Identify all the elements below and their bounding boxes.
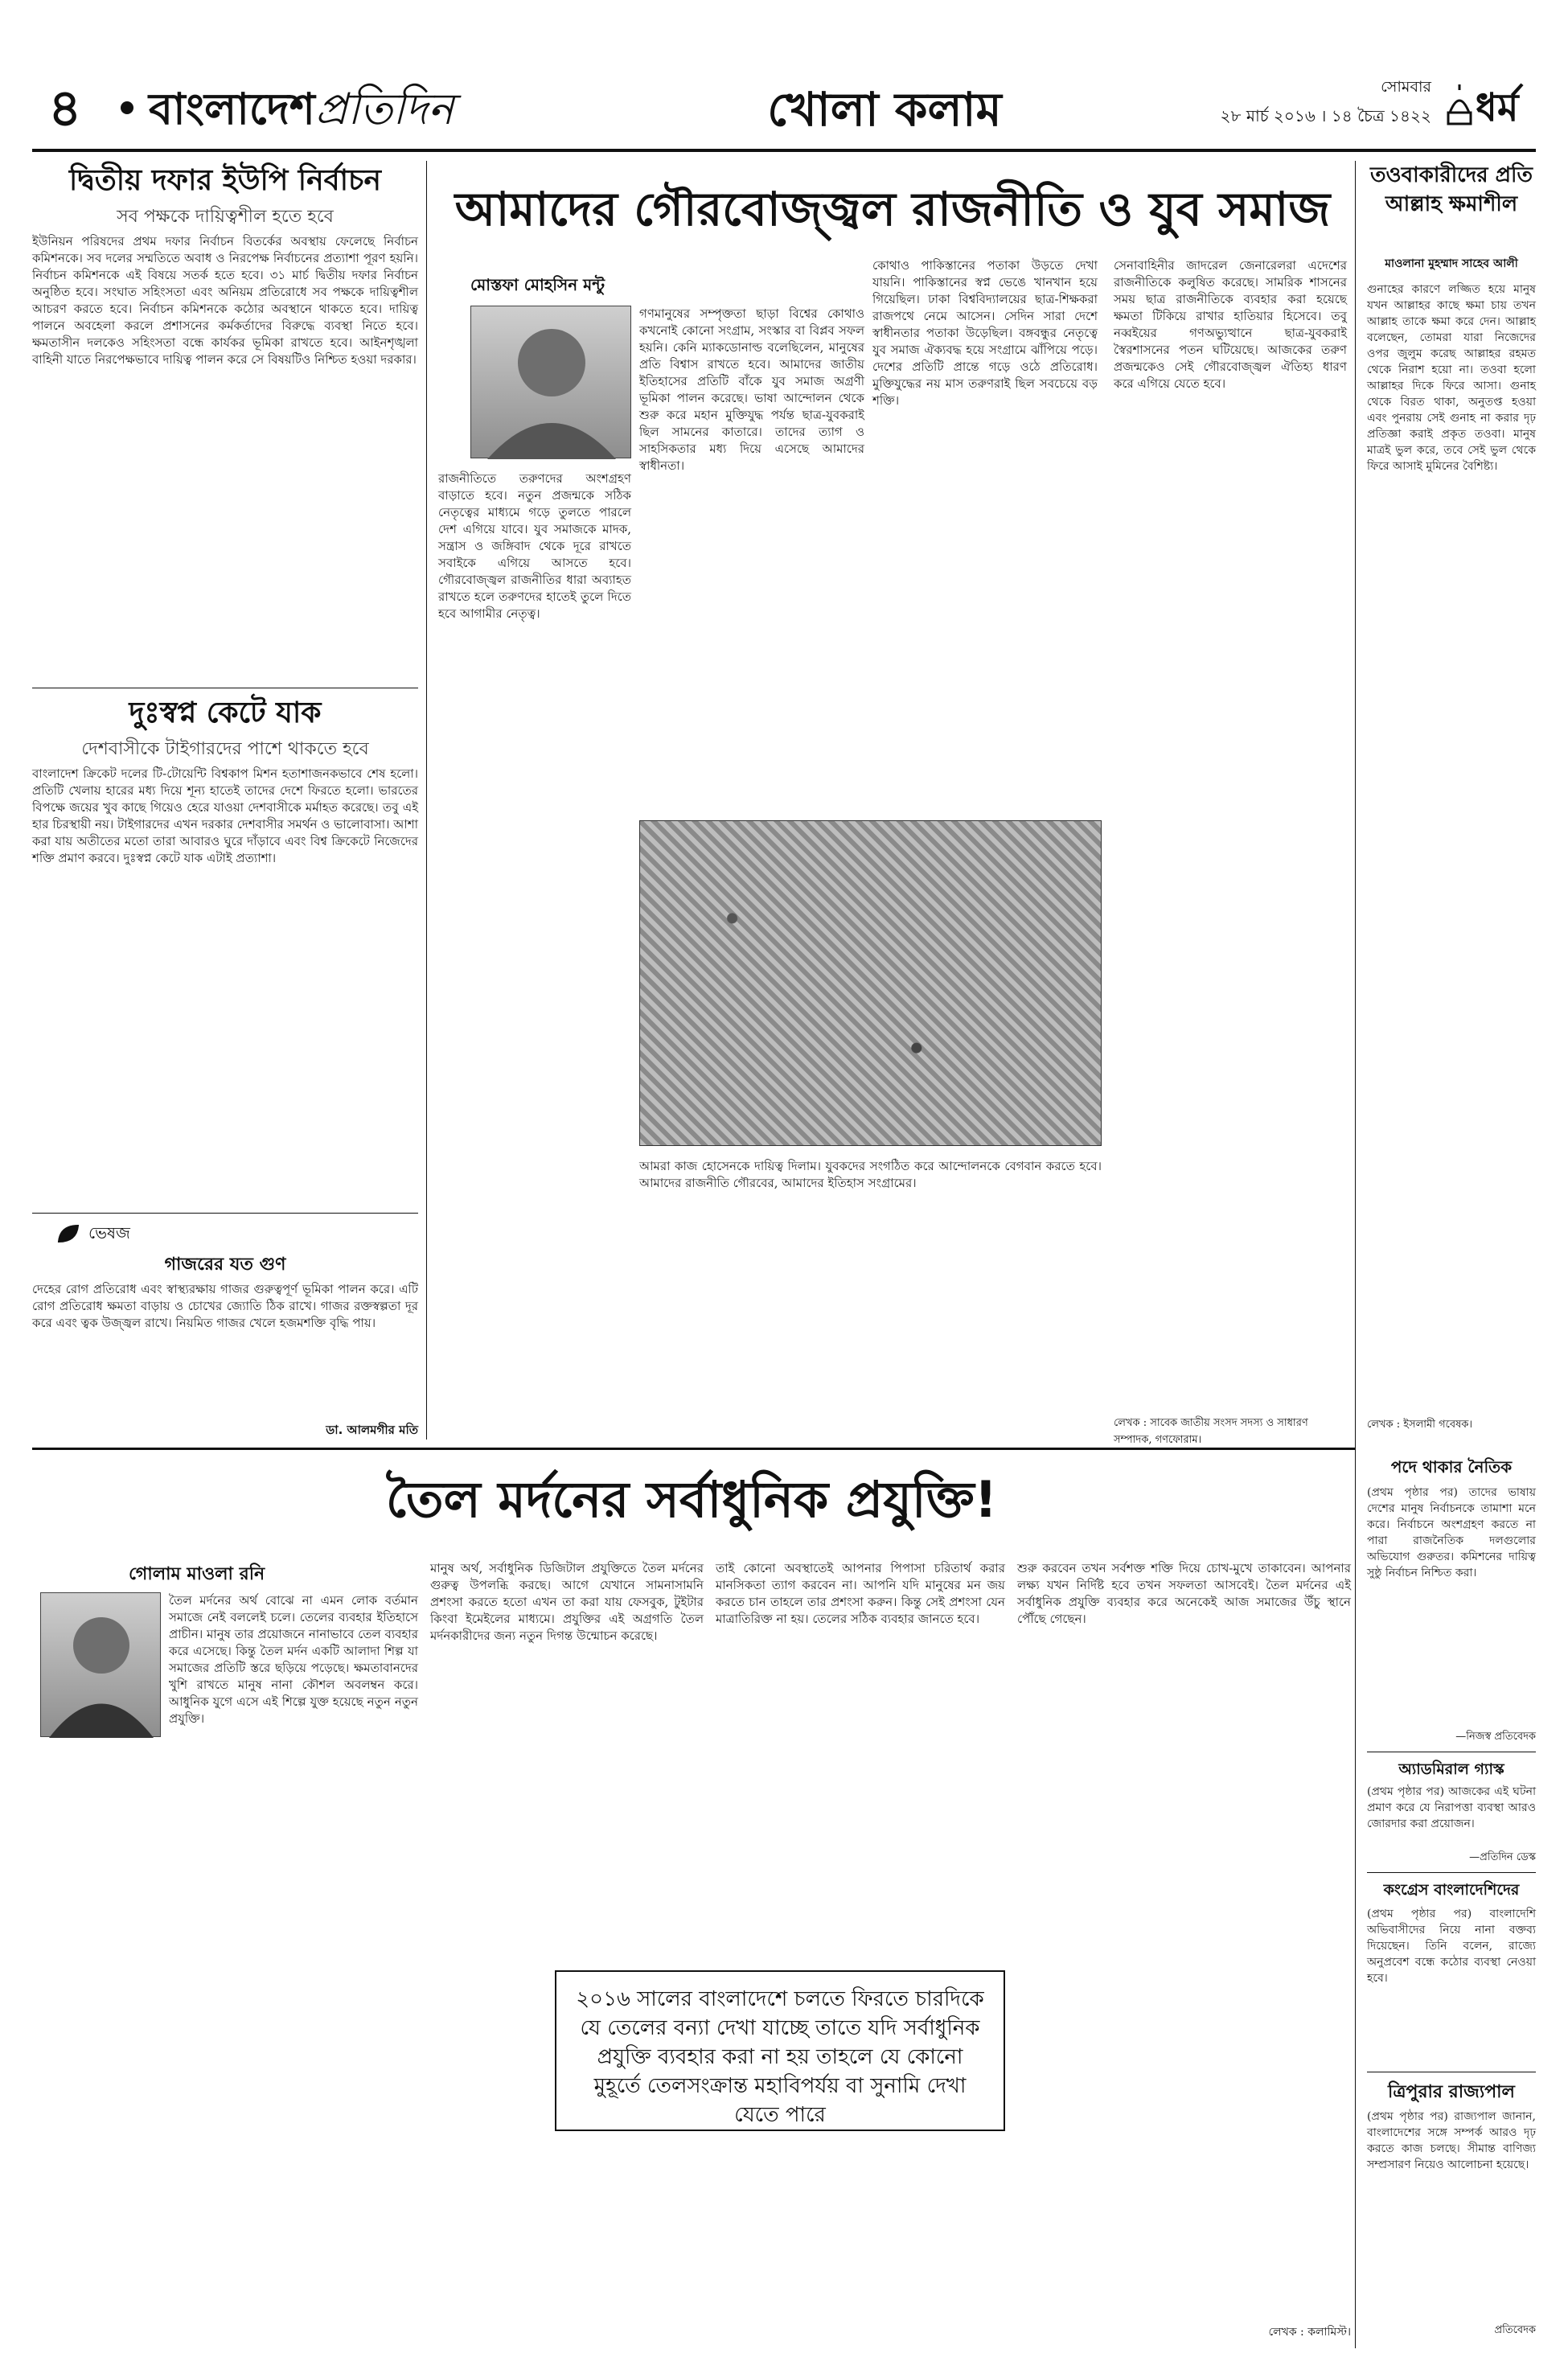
masthead [32, 72, 1536, 145]
author-photo [470, 306, 631, 458]
lead-article [438, 161, 1347, 1446]
lead-article-body-5: আমরা কাজ হোসেনকে দায়িত্ব দিলাম। যুবকদের সংগঠিত করে আন্দোলনকে বেগবান করতে হবে। আমাদের রাজনীতি গৌরবের, আমাদের ইতিহাস সংগ্রামের। [639, 1159, 1102, 1190]
second-article-title: তৈল মর্দনের সর্বাধুনিক প্রযুক্তি! [385, 1470, 998, 1529]
religion-article [1367, 161, 1536, 1440]
lead-article-author: মোস্তফা মোহসিন মন্টু [470, 275, 605, 294]
herbal-title: গাজরের যত গুণ [164, 1255, 286, 1275]
second-article-body-1: তৈল মর্দনের অর্থ বোঝে না এমন লোক বর্তমান সমাজে নেই বললেই চলে। তেলের ব্যবহার ইতিহাসে প্রাচীন। মানুষ তার প্রয়োজনে নানাভাবে তেল ব্যবহার করে এসেছে। কিন্তু তৈল মর্দন একটি আলাদা শিল্প যা সমাজের প্রতিটি স্তরে ছড়িয়ে পড়েছে। ক্ষমতাবানদের খুশি রাখতে মানুষ নানা কৌশল অবলম্বন করে। আধুনিক যুগে এসে এই শিল্পে যুক্ত হয়েছে নতুন নতুন প্রযুক্তি। [169, 1593, 418, 1726]
sidebar-item-2-title: অ্যাডমিরাল গ্যাস্ক [1398, 1760, 1504, 1778]
lead-article-body-4: রাজনীতিতে তরুণদের অংশগ্রহণ বাড়াতে হবে। নতুন প্রজন্মকে সঠিক নেতৃত্বের মাধ্যমে গড়ে তুলতে পারলে দেশ এগিয়ে যাবে। যুব সমাজকে মাদক, সন্ত্রাস ও জঙ্গিবাদ থেকে দূরে রাখতে সবাইকে এগিয়ে আসতে হবে। গৌরবোজ্জ্বল রাজনীতির ধারা অব্যাহত রাখতে হলে তরুণদের হাতেই তুলে দিতে হবে আগামীর নেতৃত্ব। [438, 471, 631, 621]
second-article [32, 1456, 1351, 2348]
sidebar-item-1-body: (প্রথম পৃষ্ঠার পর) তাদের ভাষায় দেশের মানুষ নির্বাচনকে তামাশা মনে করে। নির্বাচনে অংশগ্রহণ করতে না পারা রাজনৈতিক দলগুলোর অভিযোগ গুরুতর। কমিশনের দায়িত্ব সুষ্ঠু নির্বাচন নিশ্চিত করা। [1367, 1486, 1536, 1579]
sidebar-item-4-title: ত্রিপুরার রাজ্যপাল [1388, 2082, 1515, 2102]
second-article-body-3: তাই কোনো অবস্থাতেই আপনার পিপাসা চরিতার্থ করার মানসিকতা ত্যাগ করবেন না। আপনি যদি মানুষের মন জয় করতে চান তাহলে তার প্রশংসা করুন। কিন্তু সেই প্রশংসা যেন মাত্রাতিরিক্ত না হয়। তেলের সঠিক ব্যবহার জানতে হবে। [716, 1561, 1005, 1626]
rally-photo [639, 820, 1102, 1146]
sidebar-item-1-title: পদে থাকার নৈতিক [1390, 1457, 1513, 1477]
sidebar-item-4-credit: প্রতিবেদক [1494, 2324, 1536, 2336]
second-article-footer: লেখক : কলামিস্ট। [1268, 2326, 1351, 2339]
second-article-author: গোলাম মাওলা রনি [129, 1564, 265, 1584]
sidebar-item-3-body: (প্রথম পৃষ্ঠার পর) বাংলাদেশি অভিবাসীদের নিয়ে নানা বক্তব্য দিয়েছেন। তিনি বলেন, রাজ্যে অনুপ্রবেশ বন্ধে কঠোর ব্যবস্থা নেওয়া হবে। [1367, 1908, 1536, 1985]
sidebar-item-3-title: কংগ্রেস বাংলাদেশিদের [1383, 1881, 1520, 1899]
editorial-2-subtitle: দেশবাসীকে টাইগারদের পাশে থাকতে হবে [81, 739, 369, 759]
editorial-divider-2 [32, 1213, 418, 1214]
bullet-icon [121, 101, 133, 114]
editorial-1-subtitle: সব পক্ষকে দায়িত্বশীল হতে হবে [117, 207, 334, 227]
sidebar-news [1367, 1456, 1536, 2348]
paper-name-b: প্রতিদিন [314, 84, 454, 134]
herbal-section [32, 1218, 418, 1444]
lead-article-title: আমাদের গৌরবোজ্জ্বল রাজনীতি ও যুব সমাজ [454, 182, 1331, 236]
herbal-body: দেহের রোগ প্রতিরোধ এবং স্বাস্থ্যরক্ষায় গাজর গুরুত্বপূর্ণ ভূমিকা পালন করে। এটি রোগ প্রতিরোধ ক্ষমতা বাড়ায় ও চোখের জ্যোতি ঠিক রাখে। গাজর রক্তস্বল্পতা দূর করে এবং ত্বক উজ্জ্বল রাখে। নিয়মিত গাজর খেলে হজমশক্তি বৃদ্ধি পায়। [32, 1282, 418, 1330]
second-article-body-2: মানুষ অর্থ, সর্বাধুনিক ডিজিটাল প্রযুক্তিতে তৈল মর্দনের গুরুত্ব উপলব্ধি করছে। আগে যেখানে সামনাসামনি প্রশংসা করতে হতো এখন তা করা যায় ফেসবুক, টুইটার কিংবা ইমেইলের মাধ্যমে। প্রযুক্তির এই অগ্রগতি তৈল মর্দনকারীদের জন্য নতুন দিগন্ত উন্মোচন করেছে। [430, 1561, 704, 1643]
editorial-2 [32, 693, 418, 1208]
herbal-author: ডা. আলমগীর মতি [326, 1423, 418, 1437]
section-label: খোলা কলাম [767, 82, 1002, 137]
lead-article-body-1: গণমানুষের সম্পৃক্ততা ছাড়া বিশ্বের কোথাও কখনোই কোনো সংগ্রাম, সংস্কার বা বিপ্লব সফল হয়নি। কেনি ম্যাকডোনাল্ড বলেছিলেন, মানুষের প্রতি বিশ্বাস রাখতে হবে। আমাদের জাতীয় ইতিহাসের প্রতিটি বাঁকে যুব সমাজ অগ্রণী ভূমিকা পালন করেছে। ভাষা আন্দোলন থেকে শুরু করে মহান মুক্তিযুদ্ধ পর্যন্ত ছাত্র-যুবকরাই ছিল সামনের কাতারে। তাদের ত্যাগ ও সাহসিকতার মধ্য দিয়ে এসেছে আমাদের স্বাধীনতা। [639, 306, 864, 473]
masthead-rule [32, 149, 1536, 152]
fold-rule [32, 1448, 1355, 1450]
day-label: সোমবার [1381, 78, 1431, 96]
editorial-2-body: বাংলাদেশ ক্রিকেট দলের টি-টোয়েন্টি বিশ্বকাপ মিশন হতাশাজনকভাবে শেষ হলো। প্রতিটি খেলায় হারের মধ্য দিয়ে শূন্য হাতেই তাদের দেশে ফিরতে হলো। ভারতের বিপক্ষে জয়ের খুব কাছে গিয়েও হেরে যাওয়া দেশবাসীকে মর্মাহত করেছে। তবু এই হার চিরস্থায়ী নয়। টাইগারদের এখন দরকার দেশবাসীর সমর্থন ও ভালোবাসা। আশা করা যায় অতীতের মতো তারা আবারও ঘুরে দাঁড়াবে এবং বিশ্ব ক্রিকেটে নিজেদের শক্তি প্রমাণ করবে। দুঃস্বপ্ন কেটে যাক এটাই প্রত্যাশা। [32, 766, 418, 865]
paper-name-a: বাংলাদেশ [149, 84, 315, 134]
second-article-body-4: শুরু করবেন তখন সর্বশক্ত শক্তি দিয়ে চোখ-মুখে তাকাবেন। আপনার লক্ষ্য যখন নির্দিষ্ট হবে তখন সফলতা আসবেই। তৈল মর্দনের এই সর্বাধুনিক প্রযুক্তি ব্যবহার করে অনেকেই আজ সমাজের উঁচু স্থানে পৌঁছে গেছেন। [1017, 1561, 1351, 1626]
religion-body: গুনাহের কারণে লজ্জিত হয়ে মানুষ যখন আল্লাহর কাছে ক্ষমা চায় তখন আল্লাহ তাকে ক্ষমা করে দেন। আল্লাহ বলেছেন, তোমরা যারা নিজেদের ওপর জুলুম করেছ আল্লাহর রহমত থেকে নিরাশ হয়ো না। তওবা হলো আল্লাহর দিকে ফিরে আসা। গুনাহ থেকে বিরত থাকা, অনুতপ্ত হওয়া এবং পুনরায় সেই গুনাহ না করার দৃঢ় প্রতিজ্ঞা করাই প্রকৃত তওবা। মানুষ মাত্রই ভুল করে, তবে সেই ভুল থেকে ফিরে আসাই মুমিনের বৈশিষ্ট্য। [1367, 283, 1536, 473]
editorial-1 [32, 161, 418, 684]
religion-section-label: ধর্ম [1476, 85, 1519, 130]
leaf-icon [56, 1223, 80, 1244]
pull-quote [555, 1970, 1005, 2131]
herbal-label: ভেষজ [88, 1223, 130, 1242]
date-label: ২৮ মার্চ ২০১৬ । ১৪ চৈত্র ১৪২২ [1220, 106, 1431, 125]
right-column-rule [1355, 161, 1356, 2348]
left-column-rule [426, 161, 427, 1440]
paper-name [149, 77, 551, 142]
religion-footer: লেখক : ইসলামী গবেষক। [1367, 1419, 1473, 1431]
editorial-1-body: ইউনিয়ন পরিষদের প্রথম দফার নির্বাচন বিতর্কের অবস্থায় ফেলেছে নির্বাচন কমিশনকে। সব দলের সম্মতিতে অবাধ ও নিরপেক্ষ নির্বাচনের প্রত্যাশা পূরণ হয়নি। নির্বাচন কমিশনকে এই বিষয়ে সতর্ক হতে হবে। ৩১ মার্চ দ্বিতীয় দফার নির্বাচন অনুষ্ঠিত হবে। সংঘাত সহিংসতা এবং অনিয়ম প্রতিরোধে সব পক্ষকে দায়িত্বশীল আচরণ করতে হবে। নির্বাচন কমিশনকে কঠোর অবস্থানে থাকতে হবে। দায়িত্ব পালনে অবহেলা করলে প্রশাসনের কর্মকর্তাদের বিরুদ্ধে ব্যবস্থা নিতে হবে। ক্ষমতাসীন দলকেও সহিংসতা বন্ধে কার্যকর ভূমিকা রাখতে হবে। আইনশৃঙ্খলা বাহিনী যাতে নিরপেক্ষভাবে দায়িত্ব পালন করে সে বিষয়টিও নিশ্চিত হওয়া দরকার। [32, 234, 418, 367]
sidebar-item-2-body: (প্রথম পৃষ্ঠার পর) আজকের এই ঘটনা প্রমাণ করে যে নিরাপত্তা ব্যবস্থা আরও জোরদার করা প্রয়োজন। [1367, 1785, 1536, 1830]
religion-author: মাওলানা মুহম্মাদ সাহেব আলী [1385, 257, 1518, 270]
sidebar-divider-2 [1367, 1872, 1536, 1873]
sidebar-item-2-credit: —প্রতিদিন ডেস্ক [1469, 1851, 1536, 1863]
lead-article-body-3: সেনাবাহিনীর জাদরেল জেনারেলরা এদেশের রাজনীতিকে কলুষিত করেছে। সামরিক শাসনের সময় ছাত্র রাজনীতিকে ব্যবহার করা হয়েছে ক্ষমতা টিকিয়ে রাখার হাতিয়ার হিসেবে। তবু নব্বইয়ের গণঅভ্যুত্থানে ছাত্র-যুবকরাই স্বৈরশাসনের পতন ঘটিয়েছে। আজকের তরুণ প্রজন্মকেও সেই গৌরবোজ্জ্বল ঐতিহ্য ধারণ করে এগিয়ে যেতে হবে। [1114, 258, 1347, 391]
editorial-1-title: দ্বিতীয় দফার ইউপি নির্বাচন [69, 164, 381, 197]
religion-title: তওবাকারীদের প্রতি আল্লাহ ক্ষমাশীল [1370, 163, 1533, 216]
author-photo-2 [40, 1592, 161, 1737]
pull-quote-text: ২০১৬ সালের বাংলাদেশে চলতে ফিরতে চারদিকে যে তেলের বন্যা দেখা যাচ্ছে তাতে যদি সর্বাধুনিক প্রযুক্তি ব্যবহার করা না হয় তাহলে যে কোনো মুহূর্তে তেলসংক্রান্ত মহাবিপর্যয় বা সুনামি দেখা যেতে পারে [576, 1987, 984, 2127]
lead-article-body-2: কোথাও পাকিস্তানের পতাকা উড়তে দেখা যায়নি। পাকিস্তানের স্বপ্ন ভেঙে খানখান হয়ে গিয়েছিল। ঢাকা বিশ্ববিদ্যালয়ের ছাত্র-শিক্ষকরা রাজপথে নেমে আসেন। সেদিন সারা দেশে স্বাধীনতার পতাকা উড়েছিল। বঙ্গবন্ধুর নেতৃত্বে যুব সমাজ ঐক্যবদ্ধ হয়ে সংগ্রামে ঝাঁপিয়ে পড়ে। দেশের প্রতিটি প্রান্তে গড়ে ওঠে প্রতিরোধ। মুক্তিযুদ্ধের নয় মাস তরুণরাই ছিল সবচেয়ে বড় শক্তি। [872, 258, 1098, 408]
page-number: ৪ [48, 78, 82, 138]
lead-article-footer: লেখক : সাবেক জাতীয় সংসদ সদস্য ও সাধারণ সম্পাদক, গণফোরাম। [1114, 1417, 1308, 1446]
sidebar-item-4-body: (প্রথম পৃষ্ঠার পর) রাজ্যপাল জানান, বাংলাদেশের সঙ্গে সম্পর্ক আরও দৃঢ় করতে কাজ চলছে। সীমান্ত বাণিজ্য সম্প্রসারণ নিয়েও আলোচনা হয়েছে। [1367, 2110, 1536, 2171]
mosque-icon [1443, 80, 1476, 129]
editorial-2-title: দুঃস্বপ্ন কেটে যাক [129, 696, 322, 729]
sidebar-item-1-credit: —নিজস্ব প্রতিবেদক [1455, 1731, 1536, 1743]
